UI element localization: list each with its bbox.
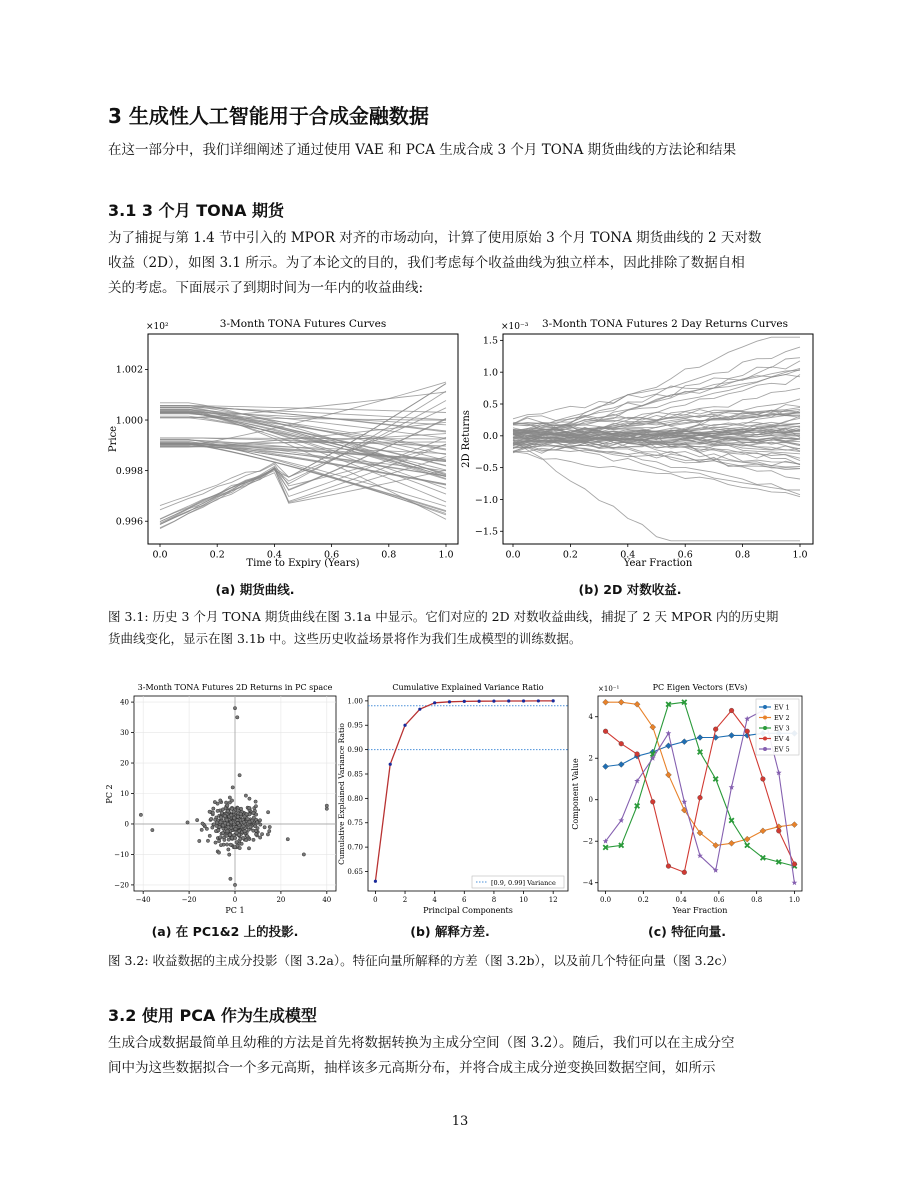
scatter-point [217, 839, 220, 842]
scatter-point [239, 812, 242, 815]
scatter-point [234, 836, 237, 839]
axis-multiplier: ×10⁻¹ [598, 685, 620, 693]
y-axis-label: 2D Returns [461, 410, 472, 468]
scatter-point [223, 822, 226, 825]
variance-point [507, 699, 510, 702]
scatter-point [254, 833, 257, 836]
axis-multiplier: ×10² [146, 322, 169, 332]
scatter-point [254, 813, 257, 816]
ev-marker [618, 818, 624, 823]
ev-marker [603, 699, 609, 705]
ev-marker [681, 739, 687, 745]
ev-marker [618, 699, 624, 705]
ev-marker [665, 772, 671, 778]
returns-curves-chart [455, 312, 825, 574]
scatter-point [216, 802, 219, 805]
y-ticks [114, 699, 134, 890]
legend-label: EV 4 [774, 735, 790, 743]
x-axis-label: Principal Components [423, 906, 513, 915]
scatter-point [254, 800, 257, 803]
scatter-point [252, 816, 255, 819]
scatter-point [248, 806, 251, 809]
scatter-point [229, 843, 232, 846]
variance-point [492, 700, 495, 703]
scatter-point [217, 851, 220, 854]
subsection-title-1: 3.1 3 个月 TONA 期货 [108, 201, 285, 220]
subfigure-caption-eigenvectors: (c) 特征向量. [648, 924, 726, 939]
x-tick-label: 0.4 [675, 896, 687, 904]
ev-marker [745, 843, 750, 848]
scatter-point [201, 822, 204, 825]
ev-marker [713, 727, 718, 732]
x-tick-label: 0.6 [713, 896, 725, 904]
variance-point [374, 880, 377, 883]
futures-curves-chart [100, 312, 468, 574]
y-tick-label: 1.000 [115, 415, 143, 427]
x-tick-label: −40 [135, 896, 151, 904]
x-tick-label: 2 [402, 896, 408, 904]
legend-marker [763, 716, 767, 720]
y-tick-label: 40 [120, 698, 129, 707]
scatter-point [325, 804, 328, 807]
scatter-point [241, 836, 244, 839]
x-tick-label: 0.0 [152, 549, 168, 561]
curve-line [160, 438, 446, 439]
text-line: 关的考虑。下面展示了到期时间为一年内的收益曲线: [108, 280, 424, 296]
variance-point [389, 763, 392, 766]
x-axis-label: PC 1 [225, 906, 245, 915]
legend-marker [763, 726, 767, 730]
subfigure-caption-pc: (a) 在 PC1&2 上的投影. [151, 924, 299, 939]
scatter-point [232, 816, 235, 819]
scatter-point [235, 831, 238, 834]
ev-marker [791, 822, 797, 828]
subfigure-caption-a: (a) 期货曲线. [215, 582, 295, 597]
scatter-point [226, 809, 229, 812]
variance-point [418, 708, 421, 711]
y-tick-label: −20 [114, 881, 129, 890]
pc-scatter-chart [104, 678, 344, 918]
x-ticks [600, 891, 800, 904]
scatter-point [268, 825, 271, 828]
x-tick-label: 0.2 [637, 896, 649, 904]
x-tick-label: 0.8 [735, 549, 751, 561]
chart-title: 3-Month TONA Futures 2 Day Returns Curves [541, 318, 789, 330]
x-tick-label: 1.0 [792, 549, 808, 561]
scatter-point [210, 817, 213, 820]
x-tick-label: 0.0 [599, 896, 612, 904]
chart-title: 3-Month TONA Futures 2D Returns in PC space [137, 683, 333, 692]
ev-marker [650, 799, 655, 804]
scatter-point [230, 836, 233, 839]
section-title: 3 生成性人工智能用于合成金融数据 [108, 104, 429, 128]
caption-line: 图 3.1: 历史 3 个月 TONA 期货曲线在图 3.1a 中显示。它们对应的 2D 对数收益曲线，捕捉了 2 天 MPOR 内的历史期 [108, 609, 779, 624]
scatter-point [249, 825, 252, 828]
variance-point [403, 724, 406, 727]
scatter-point [244, 794, 247, 797]
ev-marker [792, 880, 798, 885]
scatter-point [246, 817, 249, 820]
legend-marker [763, 705, 767, 709]
variance-point [448, 700, 451, 703]
x-tick-label: 0.0 [505, 549, 521, 561]
x-axis-label: Year Fraction [672, 906, 728, 915]
scatter-point [227, 826, 230, 829]
subfigure-caption-b: (b) 2D 对数收益. [578, 582, 682, 597]
grid-lines [134, 696, 336, 891]
scatter-point [195, 818, 198, 821]
ev-marker [698, 795, 703, 800]
scatter-points [139, 706, 328, 886]
ev-marker [603, 729, 608, 734]
y-tick-label: 0.996 [115, 516, 143, 528]
scatter-point [238, 774, 241, 777]
ev-marker [761, 777, 766, 782]
scatter-point [230, 821, 233, 824]
scatter-point [243, 815, 246, 818]
chart-title: 3-Month TONA Futures Curves [219, 318, 387, 330]
scatter-point [233, 883, 236, 886]
scatter-point [219, 821, 222, 824]
y-tick-label: 1.002 [115, 364, 143, 376]
scatter-point [221, 808, 224, 811]
scatter-point [200, 828, 203, 831]
scatter-point [219, 843, 222, 846]
scatter-point [214, 841, 217, 844]
variance-point [433, 701, 436, 704]
scatter-point [252, 838, 255, 841]
scatter-point [286, 838, 289, 841]
ev-marker [760, 828, 766, 834]
y-tick-label: 0.85 [347, 770, 363, 779]
x-tick-label: 0.2 [562, 549, 578, 561]
y-tick-label: 30 [120, 729, 129, 738]
scatter-point [247, 847, 250, 850]
ev-marker [713, 777, 718, 782]
paragraph-2 [108, 1031, 813, 1081]
subfigure-caption-variance: (b) 解释方差. [410, 924, 490, 939]
x-axis-label: Year Fraction [623, 558, 693, 569]
legend-label: EV 1 [774, 703, 790, 712]
scatter-point [225, 843, 228, 846]
scatter-point [221, 831, 224, 834]
x-tick-label: 4 [432, 896, 437, 904]
y-ticks [116, 365, 148, 528]
scatter-point [243, 829, 246, 832]
scatter-point [226, 804, 229, 807]
scatter-point [254, 825, 257, 828]
x-tick-label: 10 [519, 896, 529, 904]
text-line: 间中为这些数据拟合一个多元高斯，抽样该多元高斯分布，并将合成主成分逆变换回数据空间，如所示 [108, 1060, 716, 1076]
scatter-point [266, 833, 269, 836]
ev-marker [745, 729, 750, 734]
variance-point [463, 700, 466, 703]
y-tick-label: 0.65 [347, 867, 363, 876]
scatter-point [216, 809, 219, 812]
ev-marker [618, 761, 624, 767]
scatter-point [225, 834, 228, 837]
scatter-point [225, 818, 228, 821]
y-tick-label: 0.80 [347, 794, 363, 803]
y-tick-label: 1.5 [482, 335, 498, 347]
figure-3-2-caption: 图 3.2: 收益数据的主成分投影（图 3.2a）。特征向量所解释的方差（图 3.2b），以及前几个特征向量（图 3.2c） [108, 953, 735, 968]
scatter-point [227, 838, 230, 841]
legend [472, 876, 564, 888]
scatter-point [266, 811, 269, 814]
chart-title: PC Eigen Vectors (EVs) [652, 683, 748, 692]
x-tick-label: 6 [462, 896, 467, 904]
scatter-point [226, 829, 229, 832]
y-tick-label: 4 [588, 713, 593, 722]
x-tick-label: 0.8 [751, 896, 763, 904]
x-tick-label: 8 [491, 896, 497, 904]
y-tick-label: 2 [588, 754, 593, 763]
y-tick-label: −0.5 [474, 462, 498, 474]
y-ticks [475, 336, 503, 538]
scatter-point [233, 846, 236, 849]
y-tick-label: 1.00 [347, 697, 363, 706]
y-tick-label: 0.90 [347, 746, 363, 755]
scatter-point [217, 829, 220, 832]
ev-marker [792, 862, 797, 867]
scatter-point [258, 836, 261, 839]
scatter-point [211, 811, 214, 814]
scatter-point [223, 838, 226, 841]
scatter-point [215, 821, 218, 824]
scatter-point [212, 807, 215, 810]
ev-marker [603, 764, 609, 770]
ev-marker [650, 724, 656, 730]
scatter-point [139, 813, 142, 816]
scatter-point [198, 839, 201, 842]
ev-marker [697, 734, 703, 740]
scatter-point [211, 826, 214, 829]
y-tick-label: 20 [120, 759, 129, 768]
scatter-point [302, 853, 305, 856]
caption-line: 货曲线变化，显示在图 3.1b 中。这些历史收益场景将作为我们生成模型的训练数据。 [108, 631, 582, 646]
ev-marker [635, 752, 640, 757]
scatter-point [208, 834, 211, 837]
legend-marker [763, 747, 767, 751]
scatter-point [233, 706, 236, 709]
x-tick-label: 0.6 [677, 549, 693, 561]
y-tick-label: −1.0 [474, 494, 498, 506]
variance-line [375, 701, 553, 881]
plot-frame [368, 696, 568, 891]
ev-marker [729, 818, 734, 823]
scatter-point [254, 805, 257, 808]
scatter-point [248, 820, 251, 823]
scatter-point [236, 716, 239, 719]
scatter-point [260, 832, 263, 835]
scatter-point [258, 819, 261, 822]
text-line: 收益（2D），如图 3.1 所示。为了本论文的目的，我们考虑每个收益曲线为独立样本，因此排除了数据自相 [108, 255, 745, 271]
y-tick-label: −1.5 [474, 526, 498, 538]
ev-marker [666, 864, 671, 869]
y-axis-label: Component Value [571, 758, 580, 830]
legend [756, 699, 799, 755]
x-tick-label: 0.4 [266, 549, 282, 561]
scatter-point [240, 842, 243, 845]
x-tick-label: 1.0 [438, 549, 454, 561]
y-tick-label: −2 [582, 837, 593, 846]
page-number: 13 [451, 1114, 469, 1129]
scatter-point [255, 821, 258, 824]
text-line: 生成合成数据最简单且幼稚的方法是首先将数据转换为主成分空间（图 3.2）。随后，我们可以在主成分空 [108, 1035, 735, 1051]
legend-label: [0.9, 0.99] Variance [491, 879, 556, 887]
scatter-point [219, 799, 222, 802]
x-axis-label: Time to Expiry (Years) [246, 558, 360, 569]
scatter-point [254, 829, 257, 832]
y-tick-label: 0 [588, 796, 593, 805]
curve-lines [160, 382, 446, 528]
y-axis-label: Cumulative Explained Variance Ratio [337, 723, 346, 865]
x-tick-label: 40 [322, 896, 332, 904]
scatter-point [263, 826, 266, 829]
chart-title: Cumulative Explained Variance Ratio [392, 683, 544, 692]
x-ticks [136, 891, 331, 904]
scatter-point [218, 836, 221, 839]
x-tick-label: −20 [181, 896, 197, 904]
legend-label: EV 2 [774, 714, 790, 722]
x-tick-label: 0.8 [381, 549, 397, 561]
x-tick-label: 0 [232, 896, 238, 904]
y-axis-label: PC 2 [105, 784, 114, 804]
y-tick-label: 0.70 [347, 843, 363, 852]
scatter-point [151, 828, 154, 831]
paragraph-1 [108, 226, 813, 301]
y-tick-label: −4 [582, 879, 593, 888]
x-tick-label: 0.6 [324, 549, 340, 561]
ev-marker [682, 870, 687, 875]
y-tick-label: 0.998 [115, 465, 143, 477]
variance-point [522, 699, 525, 702]
x-tick-label: 0 [373, 896, 378, 904]
ev-marker [776, 828, 781, 833]
axis-multiplier: ×10⁻³ [501, 322, 529, 332]
scatter-point [228, 853, 231, 856]
scatter-point [242, 821, 245, 824]
scatter-point [206, 839, 209, 842]
y-ticks [583, 713, 598, 887]
y-axis-label: Price [108, 425, 119, 453]
legend-marker [763, 737, 767, 741]
scatter-point [223, 814, 226, 817]
text-line: 为了捕捉与第 1.4 节中引入的 MPOR 对齐的市场动向，计算了使用原始 3 个月 TONA 期货曲线的 2 天对数 [108, 230, 762, 246]
scatter-point [208, 810, 211, 813]
scatter-point [268, 829, 271, 832]
x-tick-label: 1.0 [788, 896, 801, 904]
scatter-point [246, 834, 249, 837]
x-tick-label: 0.4 [620, 549, 636, 561]
x-tick-label: 12 [548, 896, 558, 904]
ev-marker [729, 708, 734, 713]
ev-marker [729, 840, 735, 846]
scatter-point [186, 821, 189, 824]
scatter-point [215, 824, 218, 827]
y-tick-label: 1.0 [482, 367, 498, 379]
scatter-point [232, 810, 235, 813]
variance-point [552, 699, 555, 702]
scatter-point [220, 811, 223, 814]
scatter-point [238, 846, 241, 849]
y-tick-label: 10 [120, 789, 129, 798]
legend-label: EV 5 [774, 745, 790, 754]
scatter-point [230, 799, 233, 802]
y-tick-label: 0.95 [347, 721, 363, 730]
scatter-point [228, 796, 231, 799]
scatter-point [236, 815, 239, 818]
scatter-point [242, 824, 245, 827]
y-tick-label: −10 [114, 850, 129, 859]
x-ticks [373, 891, 557, 904]
scatter-point [234, 827, 237, 830]
scatter-point [230, 814, 233, 817]
variance-point [478, 700, 481, 703]
explained-variance-chart [338, 678, 576, 918]
y-tick-label: 0.5 [482, 399, 498, 411]
return-lines [513, 337, 800, 541]
ev-marker [729, 732, 735, 738]
y-tick-label: 0.0 [482, 431, 498, 443]
scatter-point [236, 822, 239, 825]
eigenvector-chart [570, 678, 810, 918]
scatter-point [228, 833, 231, 836]
scatter-point [248, 797, 251, 800]
scatter-point [239, 807, 242, 810]
variance-line [374, 699, 555, 883]
x-tick-label: 20 [276, 896, 286, 904]
ev-marker [619, 741, 624, 746]
variance-point [537, 699, 540, 702]
scatter-point [227, 848, 230, 851]
legend-label: EV 3 [774, 724, 790, 733]
y-tick-label: 0.75 [347, 819, 363, 828]
scatter-point [229, 877, 232, 880]
y-tick-label: 0 [124, 820, 129, 829]
x-tick-label: 0.2 [209, 549, 225, 561]
subsection-title-2: 3.2 使用 PCA 作为生成模型 [108, 1006, 317, 1025]
figure-3-1-caption [108, 606, 813, 650]
y-ticks [347, 697, 368, 876]
section-intro: 在这一部分中，我们详细阐述了通过使用 VAE 和 PCA 生成合成 3 个月 TONA 期货曲线的方法论和结果 [108, 142, 737, 158]
scatter-point [231, 786, 234, 789]
scatter-point [219, 816, 222, 819]
